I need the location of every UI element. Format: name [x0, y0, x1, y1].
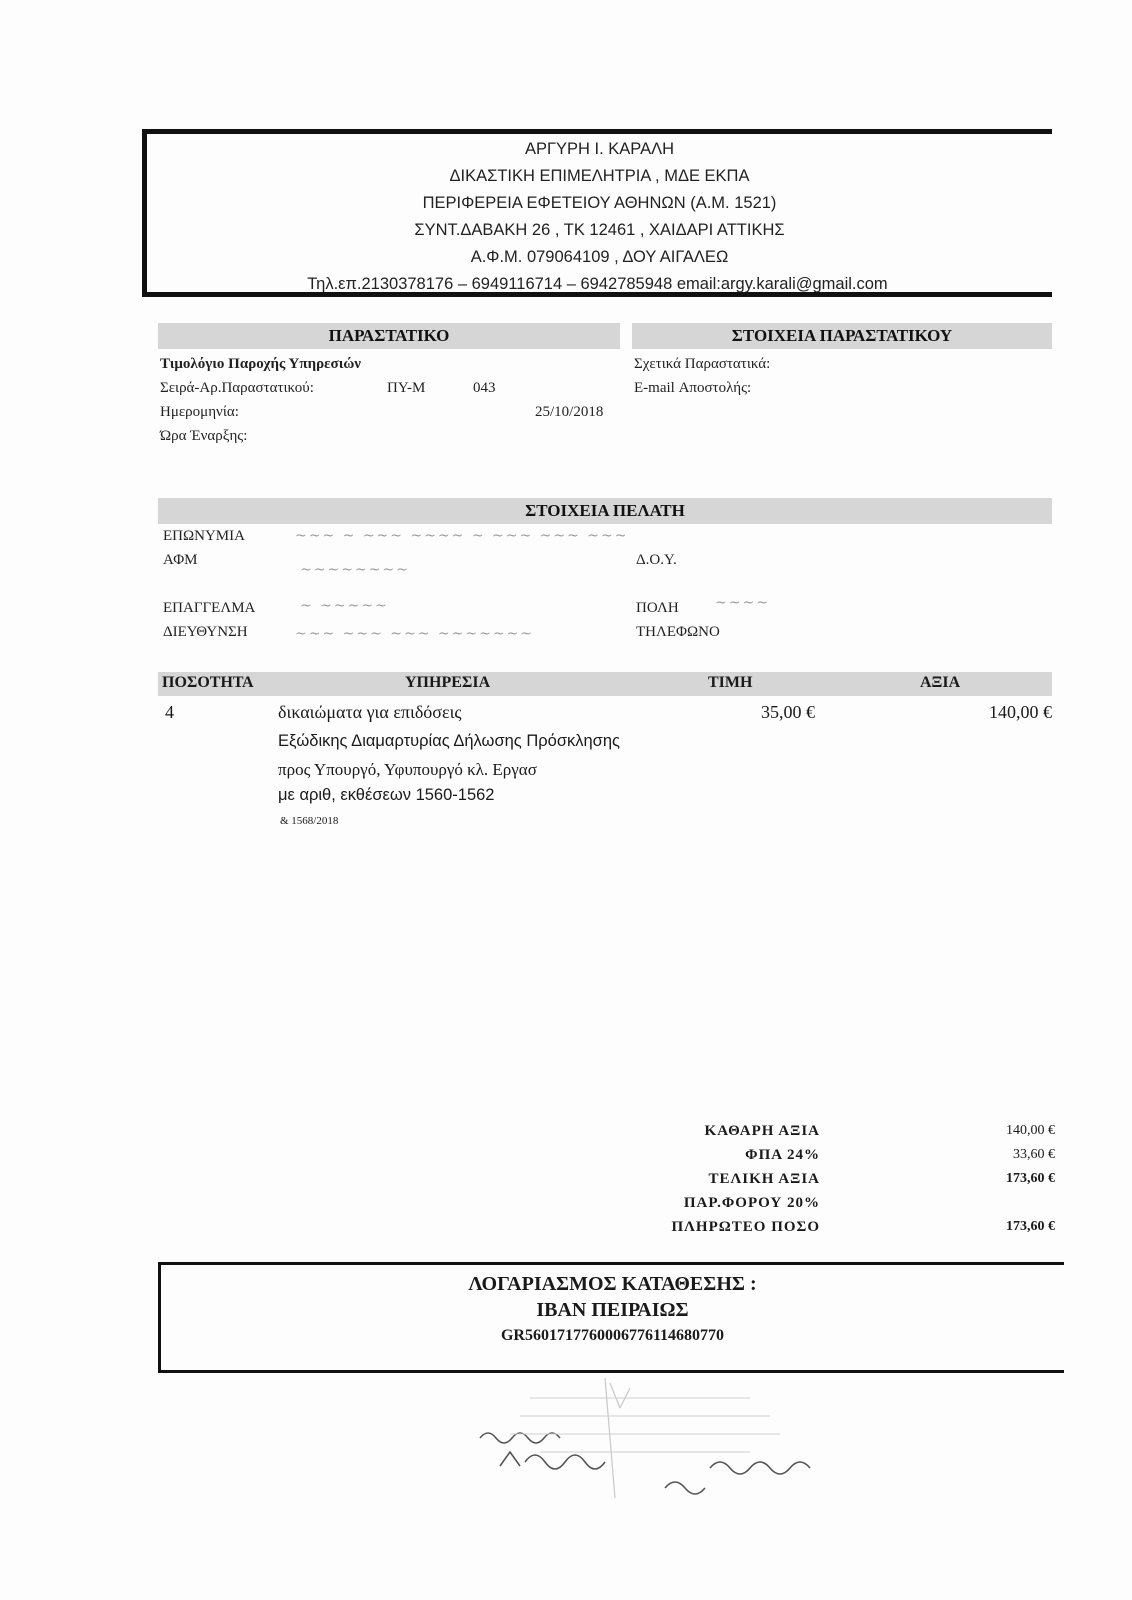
handwriting-scribble: ~ ~~~~~	[300, 598, 389, 614]
handwriting-scribble: ~~~~	[715, 595, 770, 611]
series-label: Σειρά-Αρ.Παραστατικού:	[160, 380, 314, 396]
price-header: ΤΙΜΗ	[708, 674, 753, 691]
handwriting-scribble: ~~~ ~ ~~~ ~~~~ ~ ~~~ ~~~ ~~~	[295, 528, 629, 544]
related-docs-label: Σχετικά Παραστατικά:	[634, 356, 771, 372]
customer-address-label: ΔΙΕΥΘΥΝΣΗ	[163, 624, 248, 640]
vat-label: ΦΠΑ 24%	[745, 1147, 820, 1163]
iban-label: ΙΒΑΝ ΠΕΙΡΑΙΩΣ	[536, 1299, 689, 1321]
net-value: 140,00 €	[1006, 1123, 1055, 1138]
item-description-line: με αριθ, εκθέσεων 1560-1562	[278, 786, 495, 804]
issuer-region: ΠΕΡΙΦΕΡΕΙΑ ΕΦΕΤΕΙΟΥ ΑΘΗΝΩΝ (Α.Μ. 1521)	[422, 194, 777, 212]
signature-stamp-icon	[470, 1378, 890, 1518]
customer-heading: ΣΤΟΙΧΕΙΑ ΠΕΛΑΤΗ	[158, 498, 1052, 524]
bank-account-box	[158, 1262, 1064, 1373]
email-label: E-mail Αποστολής:	[634, 380, 752, 396]
series-number: 043	[473, 380, 496, 396]
stamp-and-signature	[470, 1378, 890, 1518]
customer-profession-label: ΕΠΑΓΓΕΛΜΑ	[163, 600, 256, 616]
issuer-address: ΣΥΝΤ.ΔΑΒΑΚΗ 26 , ΤΚ 12461 , ΧΑΙΔΑΡΙ ΑΤΤΙΚΗΣ	[414, 221, 785, 239]
service-header: ΥΠΗΡΕΣΙΑ	[405, 674, 491, 691]
customer-tax-office-label: Δ.Ο.Υ.	[636, 552, 677, 568]
payable-value: 173,60 €	[1006, 1219, 1055, 1234]
net-label: ΚΑΘΑΡΗ ΑΞΙΑ	[704, 1123, 820, 1139]
customer-name-label: ΕΠΩΝΥΜΙΑ	[163, 528, 245, 544]
handwriting-scribble: ~~~ ~~~ ~~~ ~~~~~~~	[295, 626, 535, 642]
issuer-header	[142, 129, 1052, 297]
withholding-label: ΠΑΡ.ΦΟΡΟΥ 20%	[683, 1195, 820, 1211]
iban-number: GR5601717760006776114680770	[500, 1327, 725, 1344]
final-label: ΤΕΛΙΚΗ ΑΞΙΑ	[708, 1171, 820, 1187]
document-details-heading: ΣΤΟΙΧΕΙΑ ΠΑΡΑΣΤΑΤΙΚΟΥ	[632, 323, 1052, 349]
document-type: Τιμολόγιο Παροχής Υπηρεσιών	[160, 356, 362, 372]
bank-title: ΛΟΓΑΡΙΑΣΜΟΣ ΚΑΤΑΘΕΣΗΣ :	[468, 1273, 757, 1295]
issuer-name: ΑΡΓΥΡΗ Ι. ΚΑΡΑΛΗ	[524, 140, 675, 158]
issuer-contact: Τηλ.επ.2130378176 – 6949116714 – 6942785948 email:argy.karali@gmail.com	[307, 275, 888, 293]
item-description-line: & 1568/2018	[280, 815, 339, 827]
items-header-bar	[158, 672, 1052, 696]
item-description-line: Εξώδικης Διαμαρτυρίας Δήλωσης Πρόσκλησης	[278, 732, 620, 750]
document-date: 25/10/2018	[535, 404, 604, 420]
value-header: ΑΞΙΑ	[920, 674, 961, 691]
customer-phone-label: ΤΗΛΕΦΩΝΟ	[636, 624, 720, 640]
vat-value: 33,60 €	[1013, 1147, 1055, 1162]
series-code: ΠΥ-Μ	[387, 380, 426, 396]
item-qty: 4	[165, 702, 174, 722]
customer-vat-label: ΑΦΜ	[163, 552, 198, 568]
item-description-line: προς Υπουργό, Υφυπουργό κλ. Εργασ	[278, 760, 537, 779]
qty-header: ΠΟΣΟΤΗΤΑ	[162, 674, 254, 691]
document-heading: ΠΑΡΑΣΤΑΤΙΚΟ	[158, 323, 620, 349]
date-label: Ημερομηνία:	[160, 404, 239, 420]
payable-label: ΠΛΗΡΩΤΕΟ ΠΟΣΟ	[671, 1219, 820, 1235]
item-price: 35,00 €	[761, 702, 815, 722]
customer-city-label: ΠΟΛΗ	[636, 600, 679, 616]
start-time-label: Ώρα Έναρξης:	[160, 428, 248, 444]
issuer-title: ΔΙΚΑΣΤΙΚΗ ΕΠΙΜΕΛΗΤΡΙΑ , ΜΔΕ ΕΚΠΑ	[449, 167, 750, 185]
item-value: 140,00 €	[989, 702, 1052, 722]
final-value: 173,60 €	[1006, 1171, 1055, 1186]
item-service: δικαιώματα για επιδόσεις	[278, 702, 462, 722]
issuer-tax: Α.Φ.Μ. 079064109 , ΔΟΥ ΑΙΓΑΛΕΩ	[470, 248, 729, 266]
handwriting-scribble: ~~~~~~~~	[300, 562, 410, 578]
